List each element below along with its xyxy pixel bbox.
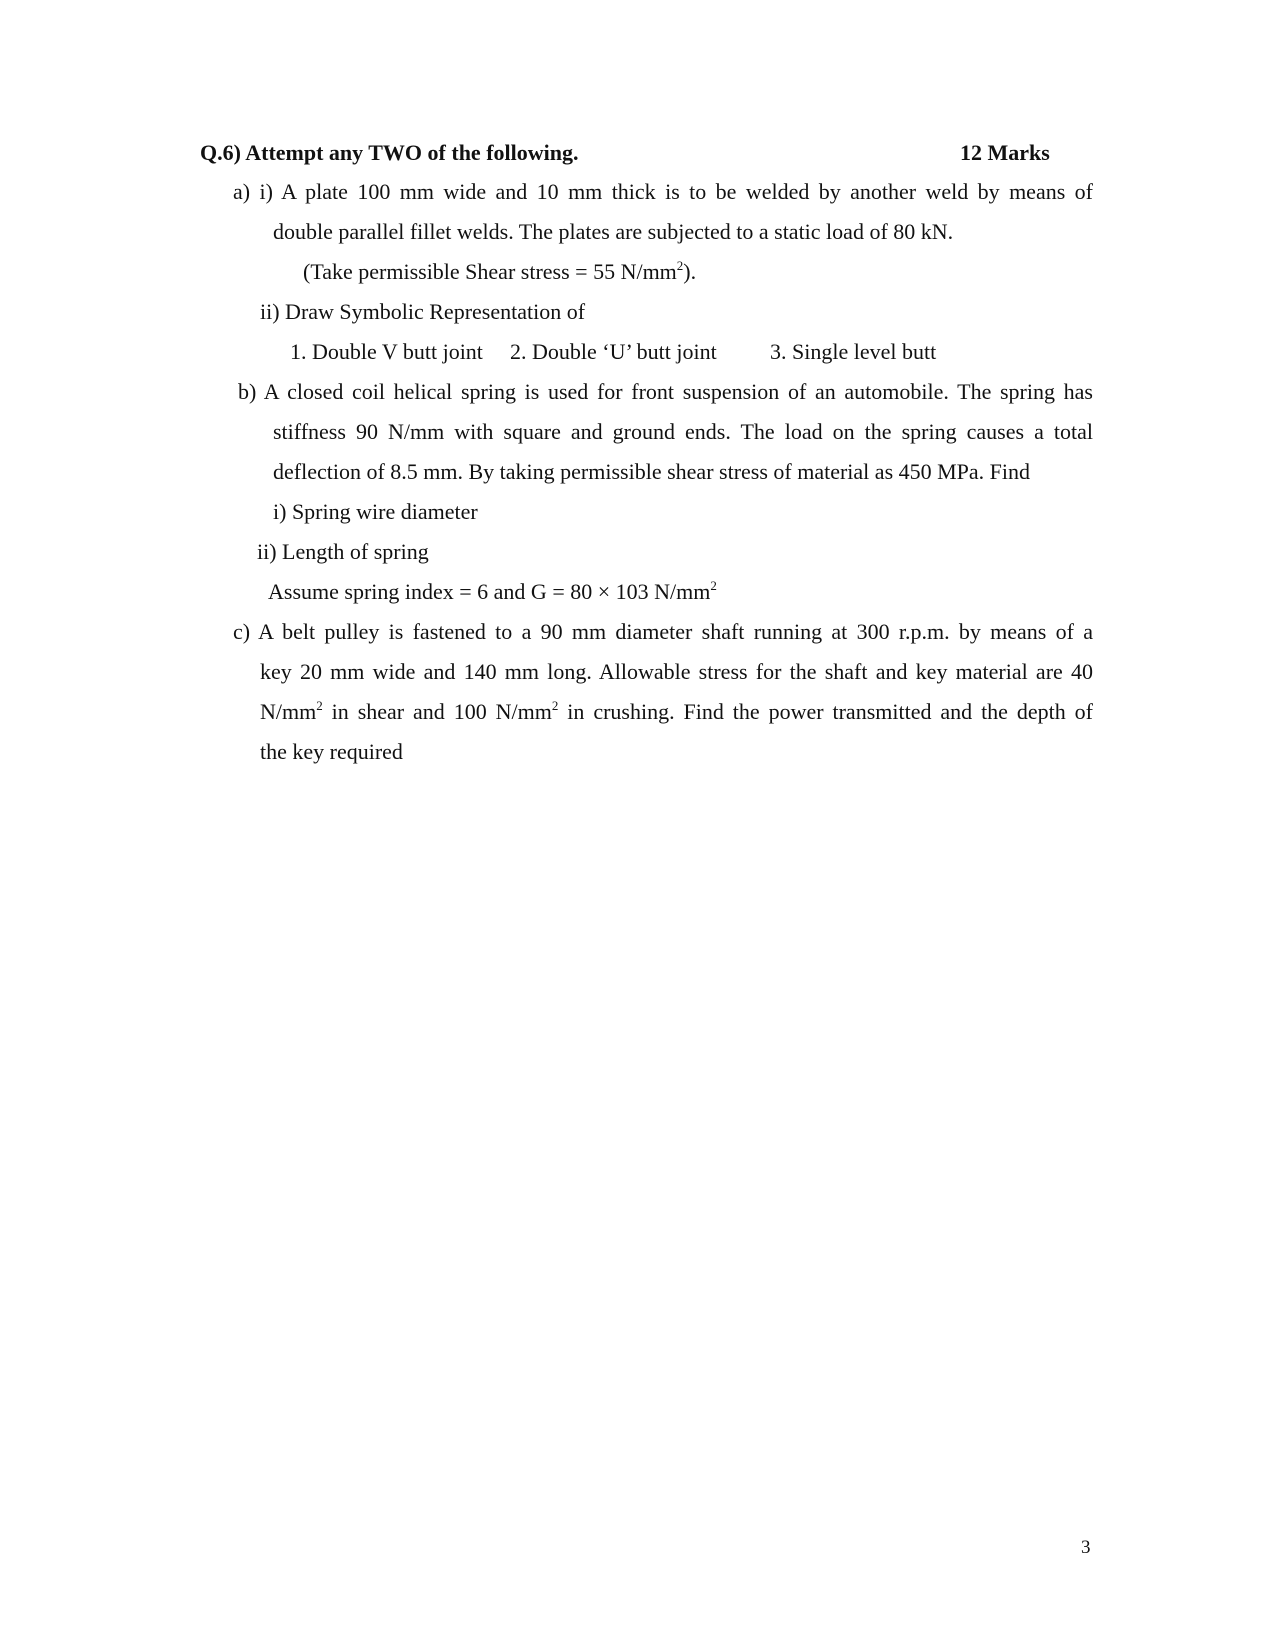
unit-text: N/mm: [260, 699, 317, 724]
superscript: 2: [710, 578, 717, 593]
part-b-sub-i: i) Spring wire diameter: [273, 499, 478, 524]
superscript: 2: [676, 258, 684, 273]
crushing-text: in crushing. Find the power transmitted and the depth of: [558, 699, 1093, 724]
part-c-line-3: [260, 699, 1093, 725]
part-a-ii-item-2: 2. Double ‘U’ butt joint: [510, 339, 717, 364]
question-marks: 12 Marks: [960, 140, 1050, 165]
part-a-ii-item-1: 1. Double V butt joint: [290, 339, 483, 364]
shear-stress-close: ).: [683, 259, 697, 284]
superscript: 2: [551, 698, 559, 713]
part-c-line-1: c) A belt pulley is fastened to a 90 mm diameter shaft running at 300 r.p.m. by means of a: [233, 619, 1093, 644]
shear-stress-text: (Take permissible Shear stress = 55 N/mm: [303, 259, 677, 284]
page-number: 3: [1081, 1537, 1091, 1558]
part-a-i-line-2: double parallel fillet welds. The plates are subjected to a static load of 80 kN.: [273, 219, 954, 244]
part-a-ii-line-1: ii) Draw Symbolic Representation of: [260, 299, 586, 324]
part-b-line-1: b) A closed coil helical spring is used for front suspension of an automobile. The spring has: [238, 379, 1093, 404]
question-heading: Q.6) Attempt any TWO of the following.: [200, 140, 579, 165]
part-c-line-4: the key required: [260, 739, 403, 764]
assume-text: Assume spring index = 6 and G = 80 × 103 N/mm: [268, 579, 711, 604]
part-a-ii-item-3: 3. Single level butt: [770, 339, 937, 364]
shear-text: in shear and 100 N/mm: [322, 699, 552, 724]
superscript: 2: [316, 698, 323, 713]
part-a-i-line-1: a) i) A plate 100 mm wide and 10 mm thick is to be welded by another weld by means of: [233, 179, 1093, 204]
part-b-sub-ii: ii) Length of spring: [257, 539, 429, 564]
part-b-assume: [268, 579, 717, 605]
part-c-line-2: key 20 mm wide and 140 mm long. Allowable stress for the shaft and key material are 40: [260, 659, 1093, 684]
part-b-line-2: stiffness 90 N/mm with square and ground ends. The load on the spring causes a total: [273, 419, 1093, 444]
part-b-line-3: deflection of 8.5 mm. By taking permissible shear stress of material as 450 MPa. Find: [273, 459, 1031, 484]
part-a-i-line-3: [303, 259, 696, 285]
